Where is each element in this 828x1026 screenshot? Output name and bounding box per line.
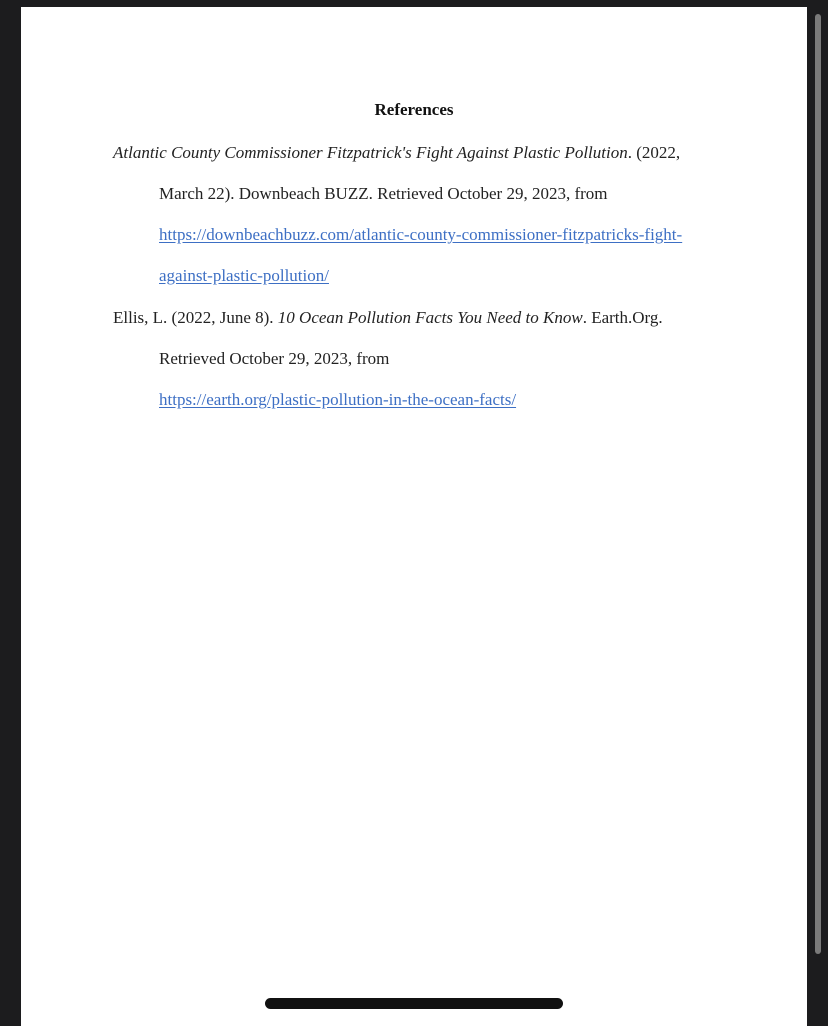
- reference-1-link[interactable]: https://downbeachbuzz.com/atlantic-county-commissioner-fitzpatricks-fight-: [159, 225, 683, 244]
- references-heading: References: [374, 100, 454, 119]
- reference-2-title: 10 Ocean Pollution Facts You Need to Know: [277, 308, 583, 327]
- reference-1-link-line-2[interactable]: [159, 266, 329, 286]
- reference-1-link-continued[interactable]: against-plastic-pollution/: [159, 266, 329, 285]
- reference-2-author-date: Ellis, L. (2022, June 8).: [113, 308, 278, 327]
- reference-1-line-2: March 22). Downbeach BUZZ. Retrieved October 29, 2023, from: [159, 184, 608, 203]
- reference-1-link-line-1[interactable]: [159, 225, 682, 245]
- reference-2-link[interactable]: https://earth.org/plastic-pollution-in-the-ocean-facts/: [159, 390, 517, 409]
- vertical-scrollbar[interactable]: [815, 14, 821, 954]
- reference-2-publisher: . Earth.Org.: [582, 308, 663, 327]
- reference-1-date-start: . (2022,: [627, 143, 681, 162]
- home-indicator[interactable]: [265, 998, 563, 1009]
- reference-2-line-1: [113, 308, 663, 328]
- reference-2-link-line[interactable]: [159, 390, 516, 410]
- reference-1-title: Atlantic County Commissioner Fitzpatrick's Fight Against Plastic Pollution: [113, 143, 628, 162]
- reference-1-line-1: [113, 143, 680, 163]
- document-page: [21, 7, 807, 1026]
- reference-2-line-2: Retrieved October 29, 2023, from: [159, 349, 390, 368]
